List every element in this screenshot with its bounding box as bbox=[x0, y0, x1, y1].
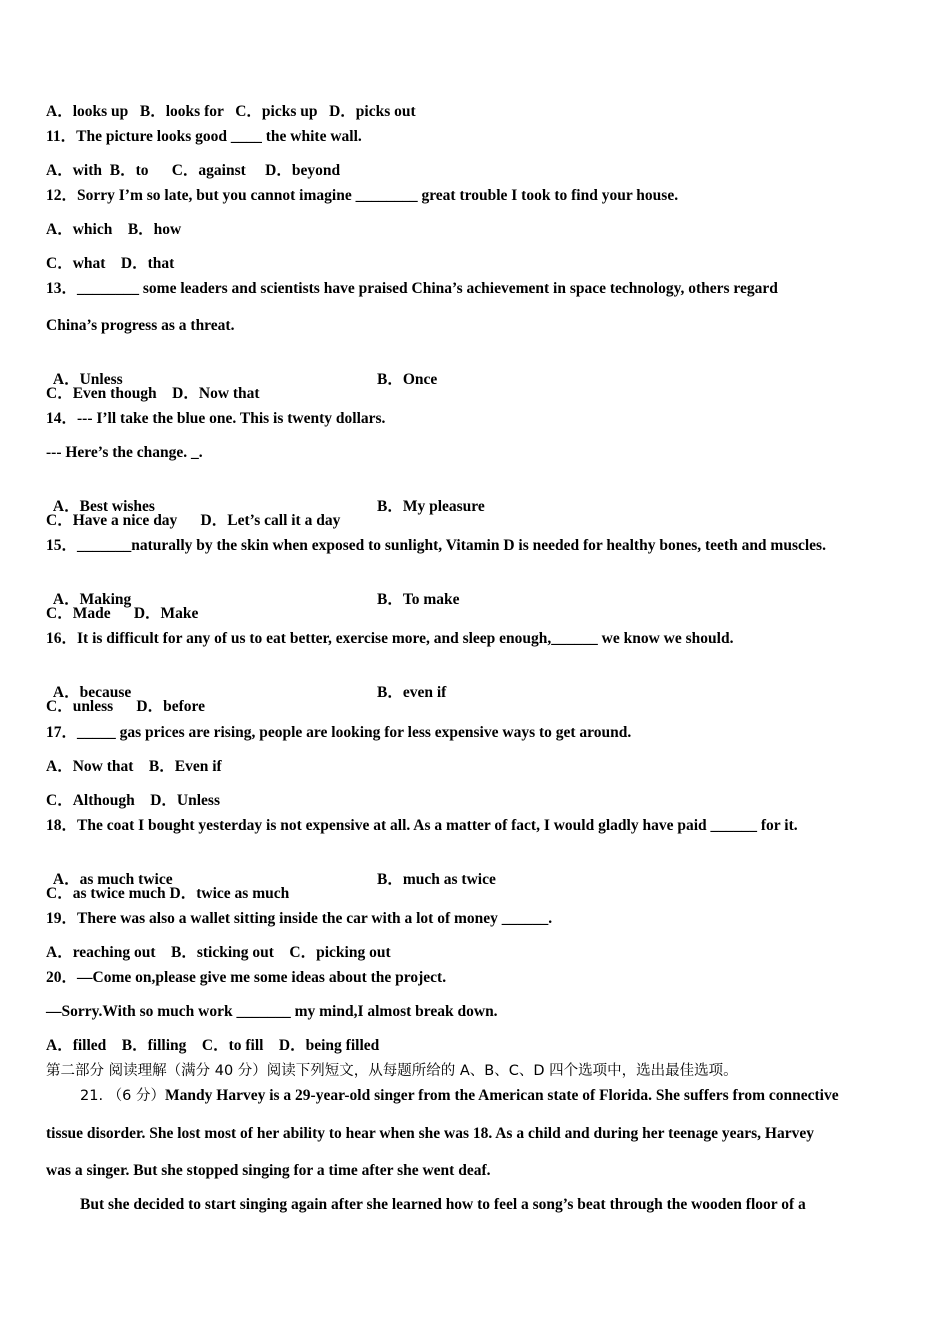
q16-option-a: A．because bbox=[52, 684, 132, 701]
q18-option-b: B．much as twice bbox=[377, 871, 496, 888]
q13-option-a: A．Unless bbox=[52, 371, 123, 388]
q19-stem: 19．There was also a wallet sitting inside the car with a lot of money ______. bbox=[46, 910, 553, 927]
q12-options-row2: C．what D．that bbox=[46, 255, 175, 272]
q15-option-b: B．To make bbox=[377, 591, 460, 608]
q21-line1-text: Mandy Harvey is a 29-year-old singer from the American state of Florida. She suffers from connective bbox=[165, 1087, 839, 1104]
q21-line2: tissue disorder. She lost most of her ability to hear when she was 18. As a child and during her teenage years, Harvey bbox=[46, 1125, 814, 1142]
q16-option-b: B．even if bbox=[377, 684, 447, 701]
q11-options: A．with B．to C．against D．beyond bbox=[46, 162, 341, 179]
q12-stem: 12．Sorry I’m so late, but you cannot imagine ________ great trouble I took to find your house. bbox=[46, 187, 679, 204]
part2-heading: 第二部分 阅读理解（满分 40 分）阅读下列短文，从每题所给的 A、B、C、D 四个选项中，选出最佳选项。 bbox=[46, 1063, 738, 1079]
q20-options: A．filled B．filling C．to fill D．being filled bbox=[46, 1037, 380, 1054]
q15-options-row2: C．Made D．Make bbox=[46, 605, 199, 622]
q17-options-row2: C．Although D．Unless bbox=[46, 792, 220, 809]
q21-line3: was a singer. But she stopped singing for a time after she went deaf. bbox=[46, 1162, 491, 1179]
q16-options-row2: C．unless D．before bbox=[46, 698, 206, 715]
q11-stem: 11．The picture looks good ____ the white wall. bbox=[46, 128, 362, 145]
q17-stem: 17．_____ gas prices are rising, people are looking for less expensive ways to get around. bbox=[46, 724, 632, 741]
q12-options-row1: A．which B．how bbox=[46, 221, 182, 238]
q18-stem: 18．The coat I bought yesterday is not expensive at all. As a matter of fact, I would gladly have paid ______ for it. bbox=[46, 817, 798, 834]
q21-line1 bbox=[80, 1086, 839, 1106]
q13-option-b: B．Once bbox=[377, 371, 438, 388]
q14-option-a: A．Best wishes bbox=[52, 498, 155, 515]
q20-stem-line1: 20．—Come on,please give me some ideas about the project. bbox=[46, 969, 447, 986]
q14-stem-line2: --- Here’s the change. _. bbox=[46, 444, 203, 461]
q21-line4: But she decided to start singing again after she learned how to feel a song’s beat through the wooden floor of a bbox=[80, 1196, 806, 1213]
q16-stem: 16．It is difficult for any of us to eat better, exercise more, and sleep enough,______ we know we should. bbox=[46, 630, 734, 647]
q18-option-a: A．as much twice bbox=[52, 871, 173, 888]
q10-options: A．looks up B．looks for C．picks up D．picks out bbox=[46, 103, 416, 120]
q15-stem: 15．_______naturally by the skin when exposed to sunlight, Vitamin D is needed for healthy bones, teeth and muscles. bbox=[46, 537, 826, 554]
q20-stem-line2: —Sorry.With so much work _______ my mind,I almost break down. bbox=[46, 1003, 498, 1020]
q15-option-a: A．Making bbox=[52, 591, 132, 608]
q19-options: A．reaching out B．sticking out C．picking out bbox=[46, 944, 391, 961]
q14-options-row2: C．Have a nice day D．Let’s call it a day bbox=[46, 512, 341, 529]
q13-stem-line1: 13．________ some leaders and scientists have praised China’s achievement in space technology, others regard bbox=[46, 280, 778, 297]
q13-options-row2: C．Even though D．Now that bbox=[46, 385, 260, 402]
q13-stem-line2: China’s progress as a threat. bbox=[46, 317, 235, 334]
q18-options-row2: C．as twice much D．twice as much bbox=[46, 885, 290, 902]
q14-stem-line1: 14．--- I’ll take the blue one. This is twenty dollars. bbox=[46, 410, 386, 427]
q17-options-row1: A．Now that B．Even if bbox=[46, 758, 222, 775]
q14-option-b: B．My pleasure bbox=[377, 498, 485, 515]
q21-prefix: 21. （6 分） bbox=[80, 1088, 166, 1104]
